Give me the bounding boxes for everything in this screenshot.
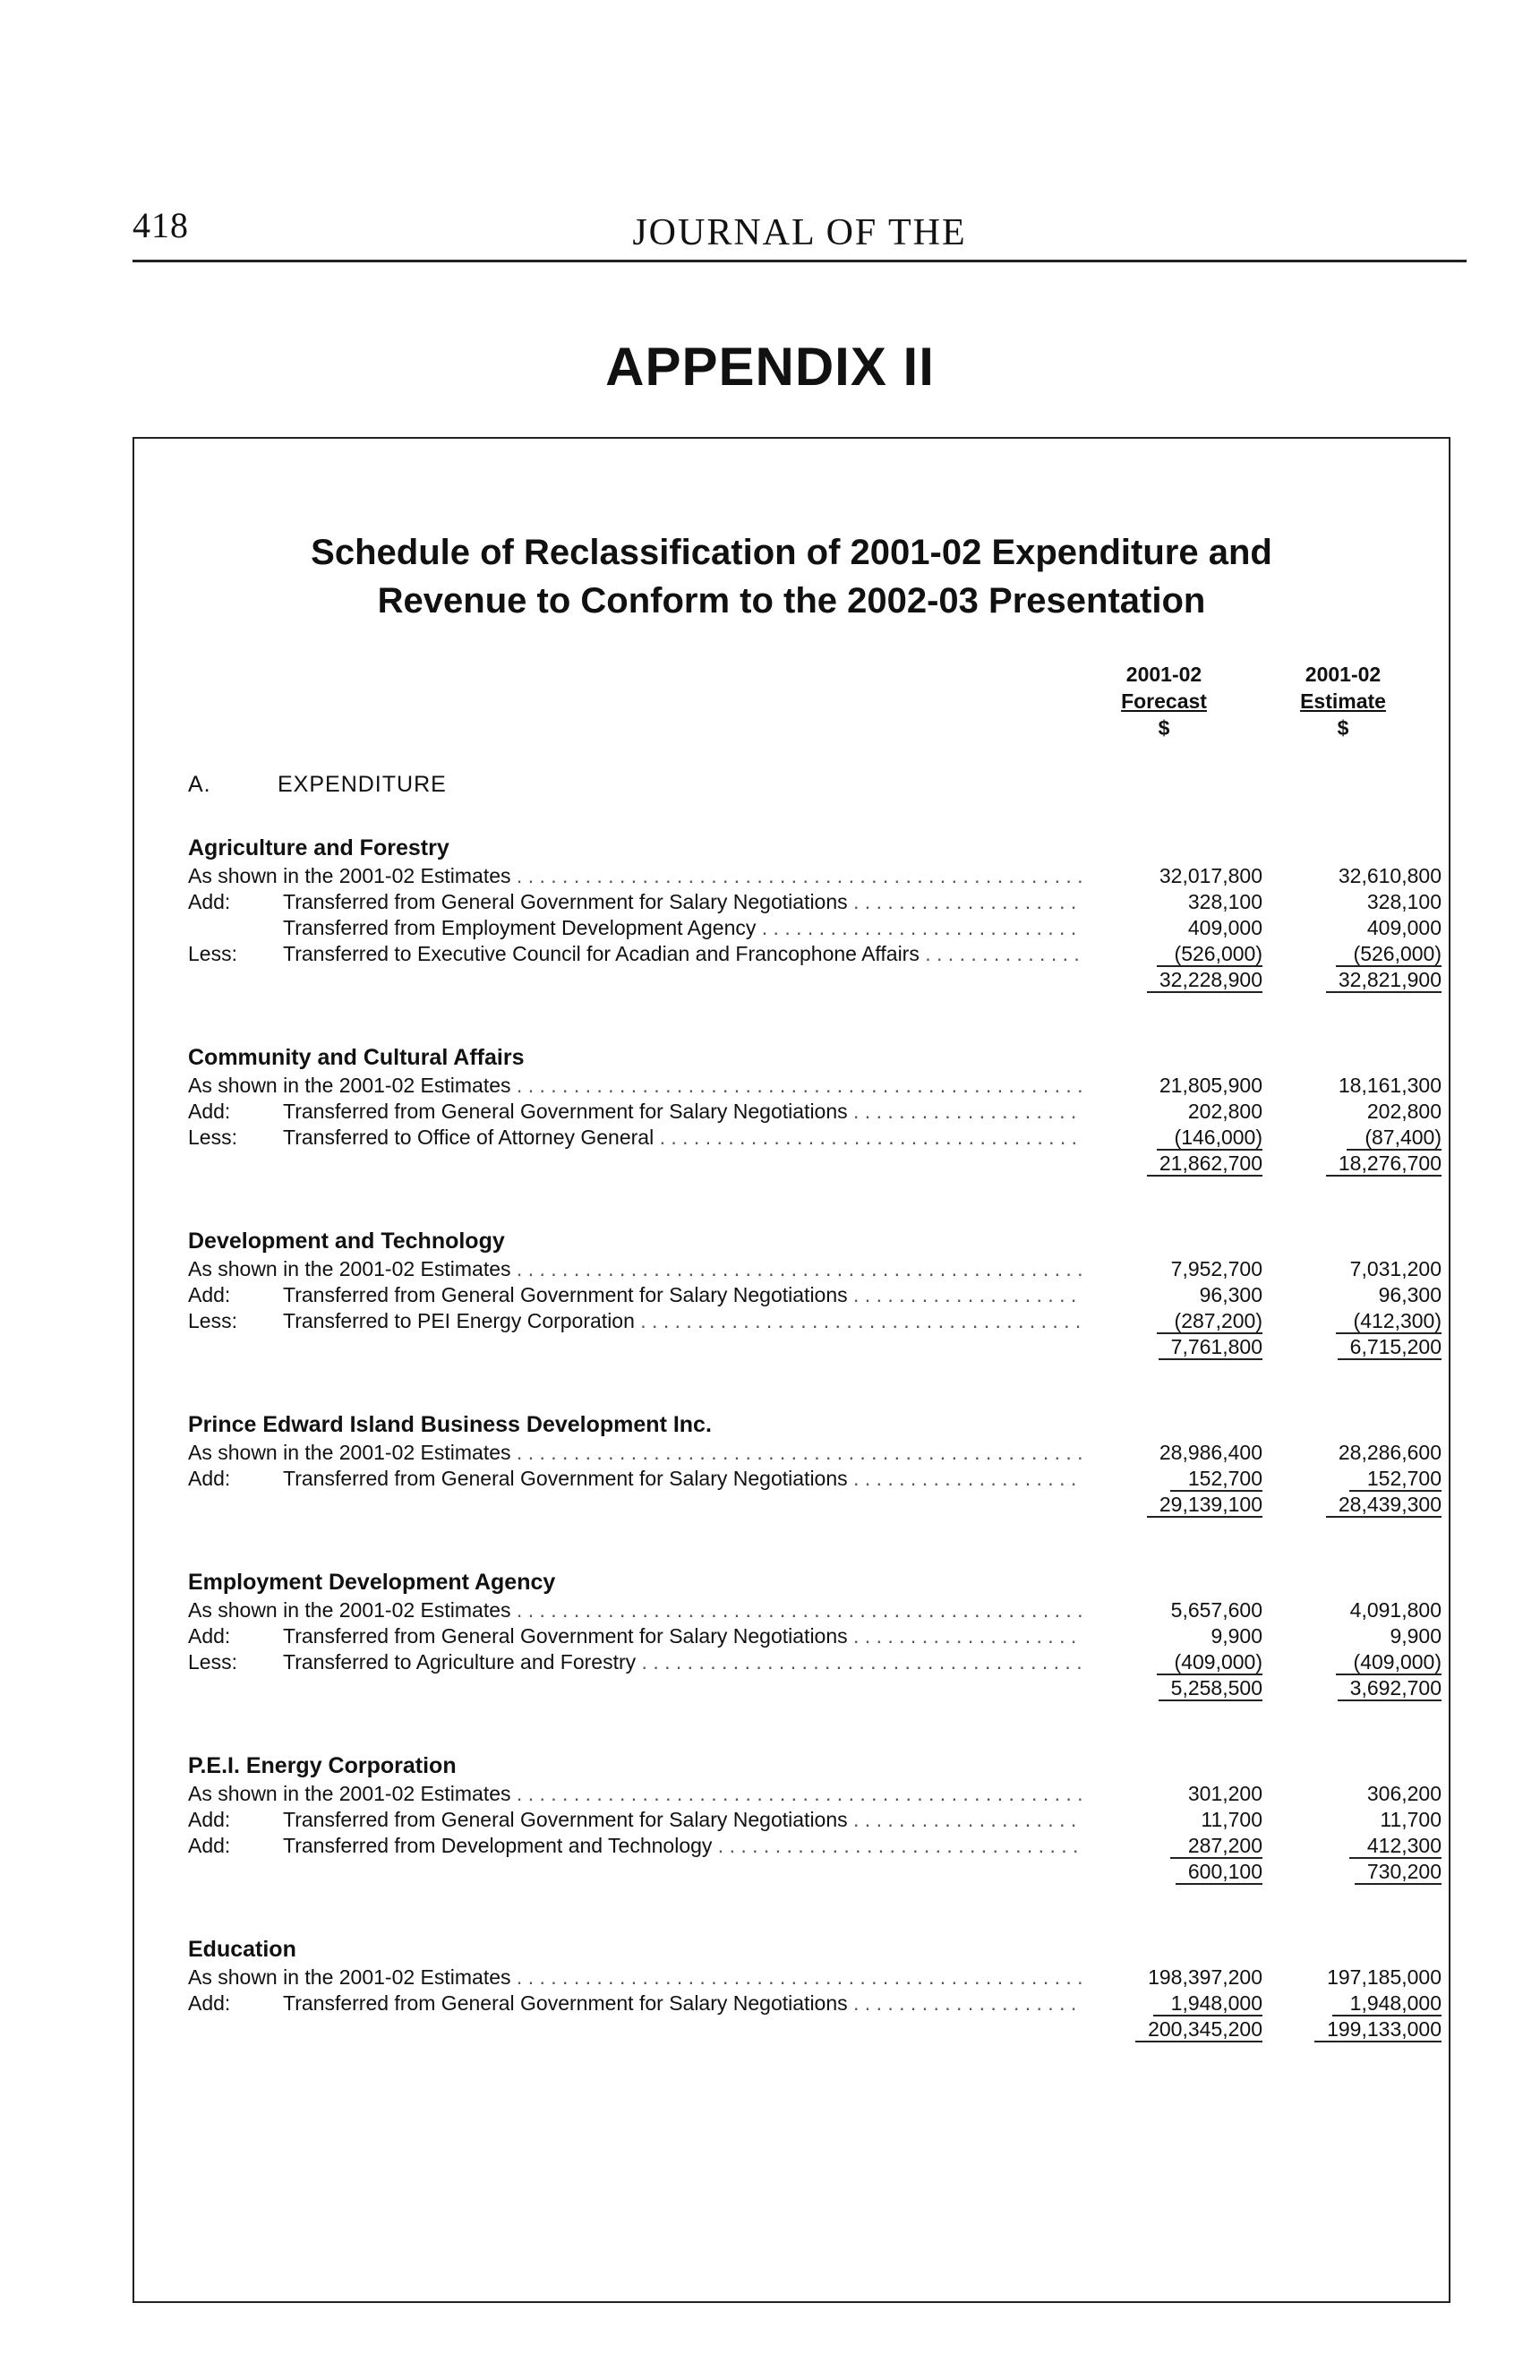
row-prefix: Add: [188, 1808, 231, 1831]
forecast-total-amount: 5,258,500 [1159, 1676, 1262, 1701]
forecast-amount: (409,000) [1157, 1650, 1262, 1675]
department-name: Community and Cultural Affairs [188, 1045, 525, 1070]
forecast-value [1083, 1440, 1262, 1466]
schedule-title [134, 528, 1449, 625]
row-description: Transferred from General Government for Salary Negotiations . . . [283, 1282, 1083, 1308]
row-description: Transferred from Employment Development Agency . . . [283, 915, 1083, 941]
estimate-value [1262, 1807, 1442, 1833]
estimate-amount: 7,031,200 [1349, 1257, 1442, 1280]
row-prefix: Less: [188, 1309, 237, 1332]
table-row [188, 1099, 1442, 1125]
estimate-value [1262, 1073, 1442, 1099]
estimate-value [1262, 1833, 1442, 1859]
estimate-value [1262, 1125, 1442, 1151]
department-name: Prince Edward Island Business Development Inc. [188, 1412, 712, 1437]
estimate-value [1262, 1256, 1442, 1282]
forecast-amount: 287,200 [1170, 1834, 1262, 1859]
row-prefix: Less: [188, 1650, 237, 1674]
estimate-total-amount: 18,276,700 [1326, 1151, 1442, 1177]
estimate-amount: 9,900 [1390, 1624, 1442, 1648]
estimate-amount: 4,091,800 [1349, 1598, 1442, 1622]
row-description: Transferred from General Government for Salary Negotiations . . . [283, 1099, 1083, 1125]
estimate-amount: 202,800 [1366, 1100, 1442, 1123]
column-unit: $ [1337, 716, 1349, 740]
forecast-total [1083, 1675, 1262, 1701]
department-name: Development and Technology [188, 1229, 505, 1254]
table-row [188, 1833, 1442, 1859]
estimate-total [1262, 2016, 1442, 2042]
forecast-total-amount: 21,862,700 [1147, 1151, 1262, 1177]
forecast-value [1083, 1597, 1262, 1623]
table-row [188, 1308, 1442, 1334]
table-row [188, 1623, 1442, 1649]
row-description: As shown in the 2001-02 Estimates . . . [188, 1597, 1083, 1623]
forecast-amount: 11,700 [1201, 1808, 1262, 1831]
forecast-total [1083, 1492, 1262, 1518]
estimate-value [1262, 1099, 1442, 1125]
journal-title: JOURNAL OF THE [632, 212, 967, 253]
estimate-amount: (526,000) [1336, 942, 1442, 967]
row-prefix: Add: [188, 890, 231, 913]
table-row [188, 1597, 1442, 1623]
column-year: 2001-02 [1125, 663, 1202, 686]
table-row [188, 1256, 1442, 1282]
row-description: Transferred from General Government for Salary Negotiations . . . [283, 1466, 1083, 1492]
row-description: As shown in the 2001-02 Estimates . . . [188, 863, 1083, 889]
page-header [133, 204, 1467, 262]
forecast-amount: (146,000) [1157, 1126, 1262, 1151]
forecast-value [1083, 1073, 1262, 1099]
forecast-value [1083, 941, 1262, 967]
estimate-value [1262, 1466, 1442, 1492]
estimate-total-amount: 32,821,900 [1326, 968, 1442, 993]
estimate-amount: 197,185,000 [1327, 1965, 1442, 1989]
row-description: Transferred to Agriculture and Forestry . . . [283, 1649, 1083, 1675]
department-group [188, 1226, 1442, 1360]
forecast-value [1083, 1649, 1262, 1675]
estimate-value [1262, 1623, 1442, 1649]
estimate-amount: 306,200 [1366, 1782, 1442, 1805]
row-prefix: Add: [188, 1991, 231, 2015]
column-label: Forecast [1121, 689, 1207, 713]
forecast-amount: 152,700 [1170, 1467, 1262, 1492]
estimate-value [1262, 1597, 1442, 1623]
estimate-value [1262, 1649, 1442, 1675]
schedule-title-line-1: Schedule of Reclassification of 2001-02 Expenditure and [311, 533, 1272, 572]
forecast-value [1083, 1125, 1262, 1151]
total-row [188, 1334, 1442, 1360]
forecast-amount: 328,100 [1187, 890, 1262, 913]
table-row [188, 1965, 1442, 1990]
estimate-value [1262, 889, 1442, 915]
forecast-value [1083, 1099, 1262, 1125]
department-name: Agriculture and Forestry [188, 835, 449, 860]
estimate-total-amount: 28,439,300 [1326, 1493, 1442, 1518]
row-description: As shown in the 2001-02 Estimates . . . [188, 1440, 1083, 1466]
table-row [188, 1125, 1442, 1151]
forecast-amount: 7,952,700 [1170, 1257, 1262, 1280]
row-prefix: Add: [188, 1624, 231, 1648]
table-row [188, 1440, 1442, 1466]
forecast-total-amount: 32,228,900 [1147, 968, 1262, 993]
department-name: Education [188, 1937, 296, 1962]
forecast-value [1083, 1623, 1262, 1649]
forecast-value [1083, 1308, 1262, 1334]
forecast-value [1083, 863, 1262, 889]
department-group [188, 1934, 1442, 2042]
department-group [188, 1751, 1442, 1885]
estimate-value [1262, 941, 1442, 967]
forecast-value [1083, 1466, 1262, 1492]
forecast-amount: 28,986,400 [1159, 1441, 1262, 1464]
estimate-amount: 11,700 [1380, 1808, 1442, 1831]
table-row [188, 915, 1442, 941]
estimate-amount: (87,400) [1347, 1126, 1442, 1151]
section-title [188, 772, 447, 798]
column-header-forecast [1065, 661, 1262, 741]
forecast-value [1083, 1282, 1262, 1308]
column-year: 2001-02 [1305, 663, 1382, 686]
row-prefix: Less: [188, 942, 237, 965]
total-row [188, 967, 1442, 993]
total-row [188, 1859, 1442, 1885]
forecast-amount: 21,805,900 [1159, 1074, 1262, 1097]
estimate-value [1262, 1440, 1442, 1466]
estimate-total-amount: 3,692,700 [1338, 1676, 1442, 1701]
row-description: Transferred to Office of Attorney General . . . [283, 1125, 1083, 1151]
total-row [188, 2016, 1442, 2042]
estimate-value [1262, 1282, 1442, 1308]
forecast-amount: 5,657,600 [1170, 1598, 1262, 1622]
estimate-value [1262, 915, 1442, 941]
total-row [188, 1151, 1442, 1177]
estimate-value [1262, 1308, 1442, 1334]
total-row [188, 1675, 1442, 1701]
estimate-value [1262, 863, 1442, 889]
table-row [188, 941, 1442, 967]
row-description: Transferred from General Government for Salary Negotiations . . . [283, 1807, 1083, 1833]
forecast-total [1083, 967, 1262, 993]
estimate-amount: 152,700 [1349, 1467, 1442, 1492]
estimate-amount: (409,000) [1336, 1650, 1442, 1675]
forecast-value [1083, 1965, 1262, 1990]
forecast-total [1083, 1151, 1262, 1177]
forecast-total [1083, 1334, 1262, 1360]
table-row [188, 863, 1442, 889]
forecast-value [1083, 889, 1262, 915]
estimate-total-amount: 6,715,200 [1338, 1335, 1442, 1360]
forecast-total-amount: 7,761,800 [1159, 1335, 1262, 1360]
estimate-total [1262, 967, 1442, 993]
forecast-amount: 96,300 [1199, 1283, 1262, 1306]
department-name: P.E.I. Energy Corporation [188, 1753, 457, 1778]
row-description: Transferred to Executive Council for Acadian and Francophone Affairs . . . [283, 941, 1083, 967]
forecast-amount: 1,948,000 [1153, 1991, 1262, 2016]
estimate-total-amount: 199,133,000 [1314, 2017, 1442, 2042]
table-row [188, 1990, 1442, 2016]
department-name: Employment Development Agency [188, 1570, 556, 1595]
forecast-amount: 9,900 [1211, 1624, 1262, 1648]
row-description: Transferred from General Government for Salary Negotiations . . . [283, 889, 1083, 915]
estimate-amount: 18,161,300 [1338, 1074, 1442, 1097]
forecast-value [1083, 1781, 1262, 1807]
forecast-amount: 409,000 [1187, 916, 1262, 939]
estimate-value [1262, 1990, 1442, 2016]
row-description: As shown in the 2001-02 Estimates . . . [188, 1965, 1083, 1990]
row-prefix: Add: [188, 1834, 231, 1857]
estimate-amount: 328,100 [1366, 890, 1442, 913]
estimate-total [1262, 1675, 1442, 1701]
table-row [188, 1807, 1442, 1833]
row-description: As shown in the 2001-02 Estimates . . . [188, 1256, 1083, 1282]
schedule-box [133, 437, 1450, 2303]
estimate-value [1262, 1781, 1442, 1807]
row-description: As shown in the 2001-02 Estimates . . . [188, 1073, 1083, 1099]
forecast-total [1083, 1859, 1262, 1885]
estimate-value [1262, 1965, 1442, 1990]
page-number: 418 [133, 205, 189, 245]
row-prefix: Add: [188, 1283, 231, 1306]
forecast-total-amount: 600,100 [1176, 1860, 1262, 1885]
estimate-amount: 96,300 [1378, 1283, 1442, 1306]
row-prefix: Add: [188, 1100, 231, 1123]
row-description: Transferred to PEI Energy Corporation . . . [283, 1308, 1083, 1334]
estimate-amount: 32,610,800 [1338, 864, 1442, 887]
total-row [188, 1492, 1442, 1518]
forecast-amount: 198,397,200 [1148, 1965, 1262, 1989]
table-row [188, 1282, 1442, 1308]
forecast-amount: 32,017,800 [1159, 864, 1262, 887]
row-prefix: Less: [188, 1126, 237, 1149]
column-unit: $ [1158, 716, 1170, 740]
estimate-amount: 409,000 [1366, 916, 1442, 939]
column-header-estimate [1245, 661, 1442, 741]
estimate-total-amount: 730,200 [1355, 1860, 1442, 1885]
estimate-total [1262, 1492, 1442, 1518]
section-label: A. [188, 772, 211, 797]
forecast-amount: 301,200 [1187, 1782, 1262, 1805]
forecast-value [1083, 915, 1262, 941]
forecast-value [1083, 1256, 1262, 1282]
forecast-amount: 202,800 [1187, 1100, 1262, 1123]
estimate-total [1262, 1151, 1442, 1177]
estimate-amount: 28,286,600 [1338, 1441, 1442, 1464]
forecast-amount: (526,000) [1157, 942, 1262, 967]
row-description: Transferred from General Government for Salary Negotiations . . . [283, 1623, 1083, 1649]
appendix-title: APPENDIX II [605, 337, 935, 397]
column-label: Estimate [1300, 689, 1386, 713]
department-group [188, 1042, 1442, 1177]
estimate-amount: 412,300 [1349, 1834, 1442, 1859]
forecast-value [1083, 1833, 1262, 1859]
table-row [188, 889, 1442, 915]
forecast-total-amount: 200,345,200 [1135, 2017, 1262, 2042]
row-prefix: Add: [188, 1467, 231, 1490]
table-row [188, 1073, 1442, 1099]
schedule-title-line-2: Revenue to Conform to the 2002-03 Presentation [377, 581, 1206, 621]
department-group [188, 1567, 1442, 1701]
estimate-amount: (412,300) [1336, 1309, 1442, 1334]
row-description: Transferred from Development and Technology . . . [283, 1833, 1083, 1859]
table-row [188, 1649, 1442, 1675]
table-row [188, 1781, 1442, 1807]
forecast-total [1083, 2016, 1262, 2042]
department-group [188, 833, 1442, 993]
estimate-amount: 1,948,000 [1332, 1991, 1442, 2016]
forecast-value [1083, 1807, 1262, 1833]
row-description: Transferred from General Government for Salary Negotiations . . . [283, 1990, 1083, 2016]
forecast-amount: (287,200) [1157, 1309, 1262, 1334]
estimate-total [1262, 1859, 1442, 1885]
estimate-total [1262, 1334, 1442, 1360]
row-description: As shown in the 2001-02 Estimates . . . [188, 1781, 1083, 1807]
table-row [188, 1466, 1442, 1492]
forecast-total-amount: 29,139,100 [1147, 1493, 1262, 1518]
forecast-value [1083, 1990, 1262, 2016]
section-name: EXPENDITURE [278, 772, 447, 797]
department-group [188, 1409, 1442, 1518]
